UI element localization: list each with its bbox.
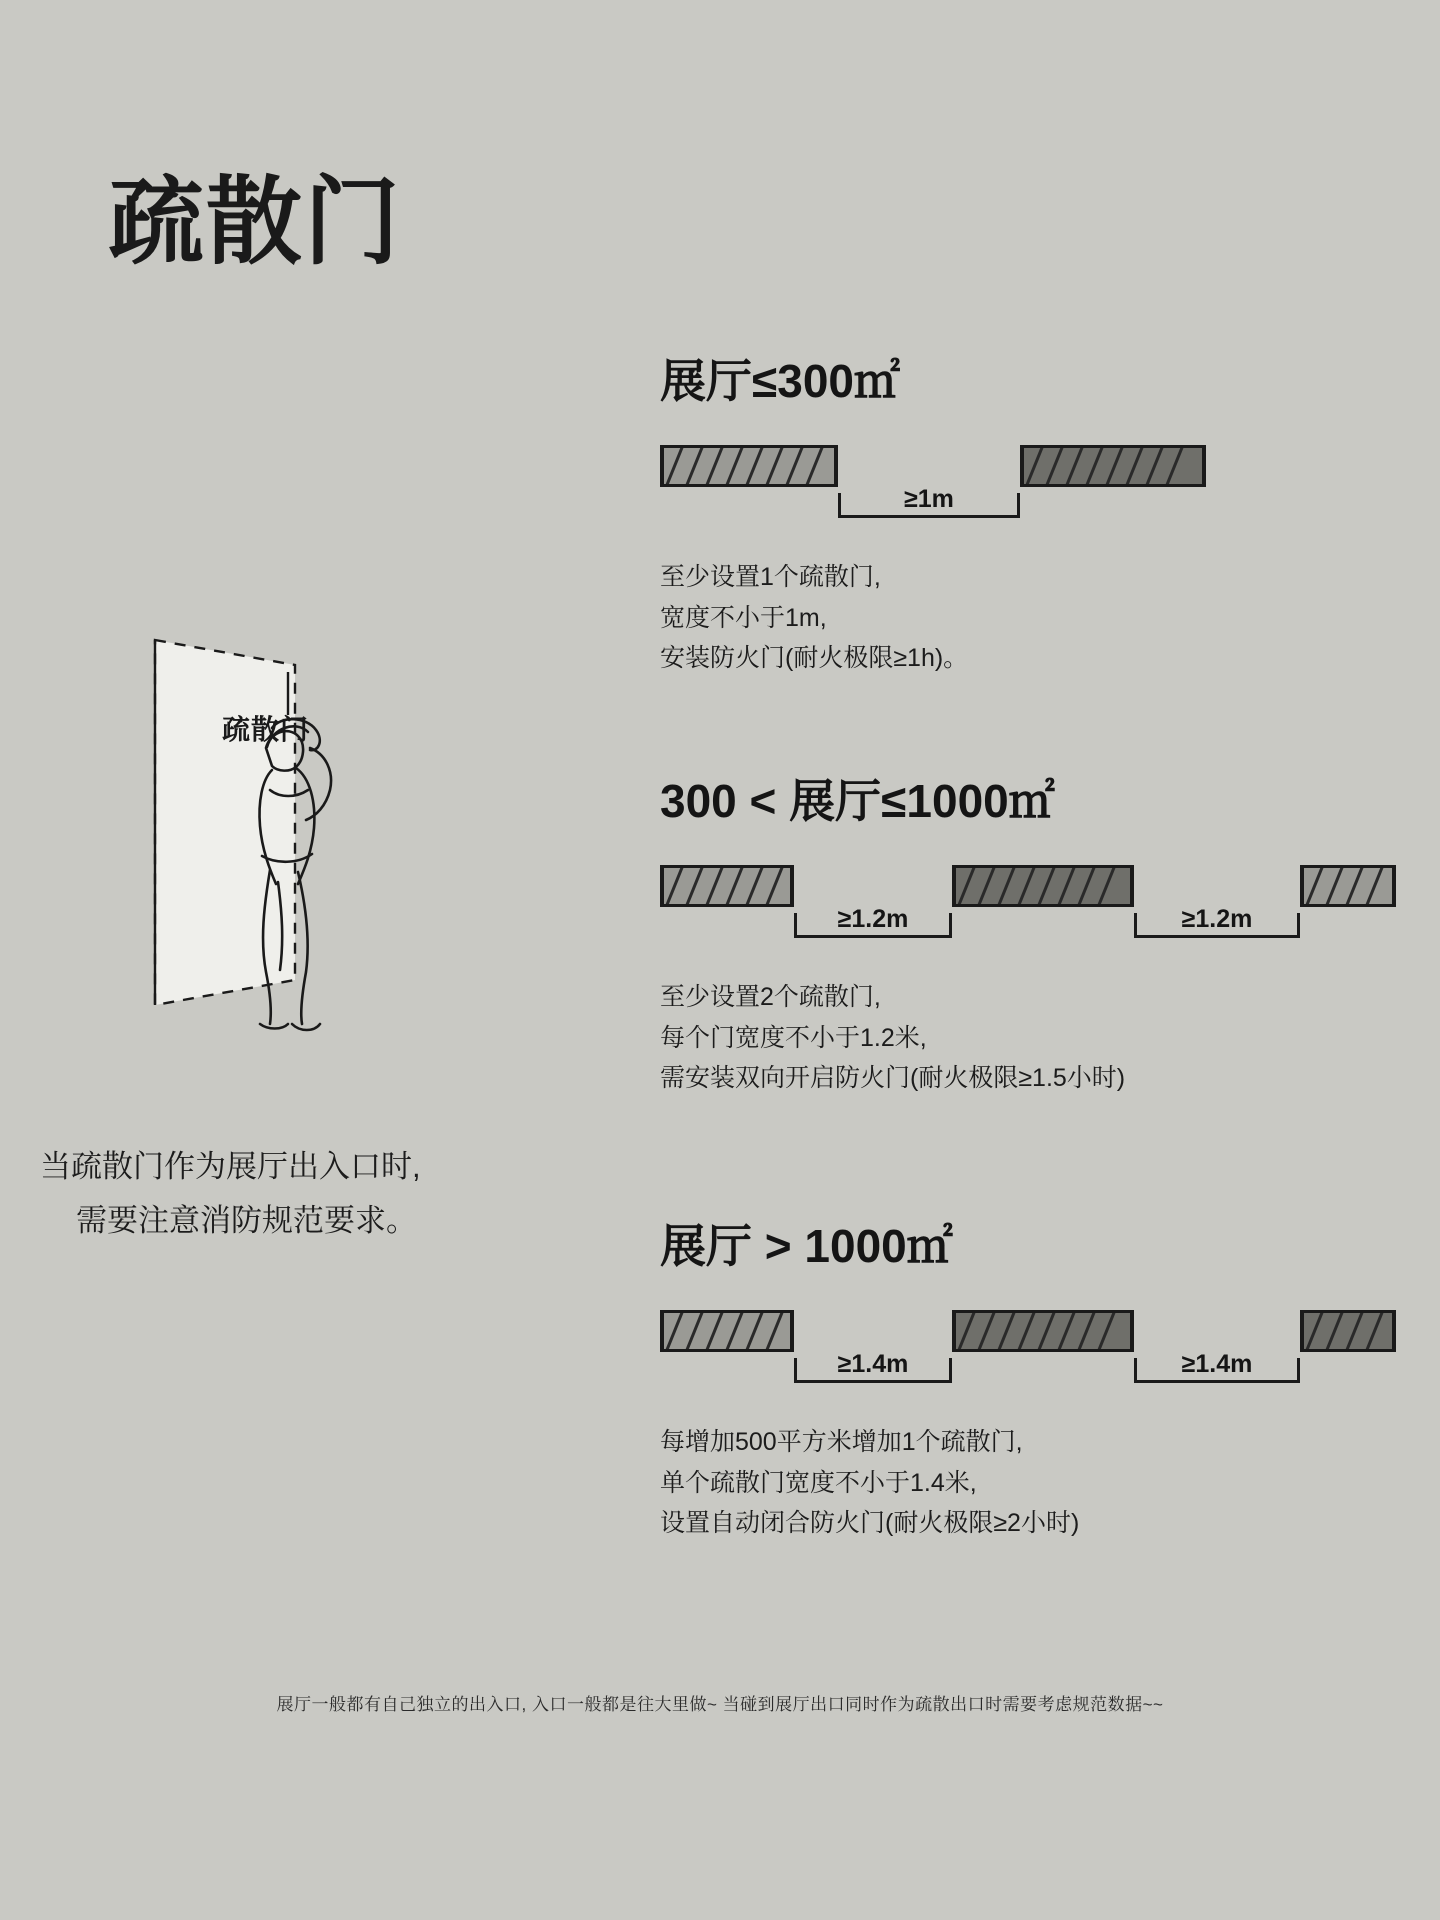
measure-1 xyxy=(794,1350,952,1390)
desc-line-1: 至少设置2个疏散门, xyxy=(660,983,881,1011)
section-lte300 xyxy=(660,345,1420,679)
section-description xyxy=(660,557,1420,679)
measure-1 xyxy=(794,905,952,945)
desc-line-3: 设置自动闭合防火门(耐火极限≥2小时) xyxy=(660,1509,1080,1537)
door-2 xyxy=(1020,445,1206,487)
page-title: 疏散门 xyxy=(108,169,402,276)
desc-line-3: 安装防火门(耐火极限≥1h)。 xyxy=(660,644,969,672)
section-title: 300 < 展厅≤1000㎡ xyxy=(660,775,1055,827)
door-label: 疏散门 xyxy=(222,714,310,745)
section-300to1000 xyxy=(660,765,1420,1099)
door-2 xyxy=(952,865,1134,907)
section-gt1000 xyxy=(660,1210,1420,1544)
section-diagram xyxy=(660,445,1420,535)
measure-label: ≥1.2m xyxy=(837,905,909,933)
door-3 xyxy=(1300,1310,1396,1352)
desc-line-1: 每增加500平方米增加1个疏散门, xyxy=(660,1428,1023,1456)
measure-1 xyxy=(838,485,1020,525)
door-2 xyxy=(952,1310,1134,1352)
desc-line-3: 需安装双向开启防火门(耐火极限≥1.5小时) xyxy=(660,1064,1126,1092)
desc-line-1: 至少设置1个疏散门, xyxy=(660,563,881,591)
left-caption-line-1: 当疏散门作为展厅出入口时, xyxy=(40,1149,421,1184)
measure-label: ≥1.4m xyxy=(837,1350,909,1378)
section-diagram xyxy=(660,865,1420,955)
left-caption xyxy=(40,1140,560,1249)
measure-label: ≥1.2m xyxy=(1181,905,1253,933)
measure-label: ≥1m xyxy=(904,485,954,513)
section-description xyxy=(660,977,1420,1099)
left-caption-line-2: 需要注意消防规范要求。 xyxy=(76,1203,417,1239)
section-title: 展厅 > 1000㎡ xyxy=(660,1220,953,1272)
measure-2 xyxy=(1134,905,1300,945)
section-description xyxy=(660,1422,1420,1544)
measure-2 xyxy=(1134,1350,1300,1390)
door-1 xyxy=(660,1310,794,1352)
door-1 xyxy=(660,865,794,907)
section-title: 展厅≤300㎡ xyxy=(660,355,900,407)
desc-line-2: 每个门宽度不小于1.2米, xyxy=(660,1023,927,1052)
door-1 xyxy=(660,445,838,487)
desc-line-2: 单个疏散门宽度不小于1.4米, xyxy=(660,1468,977,1497)
footnote: 展厅一般都有自己独立的出入口, 入口一般都是往大里做~ 当碰到展厅出口同时作为疏散出口时需要考虑规范数据~~ xyxy=(276,1695,1164,1714)
door-3 xyxy=(1300,865,1396,907)
evacuation-door-illustration xyxy=(120,620,440,1120)
section-diagram xyxy=(660,1310,1420,1400)
measure-label: ≥1.4m xyxy=(1181,1350,1253,1378)
desc-line-2: 宽度不小于1m, xyxy=(660,603,827,632)
